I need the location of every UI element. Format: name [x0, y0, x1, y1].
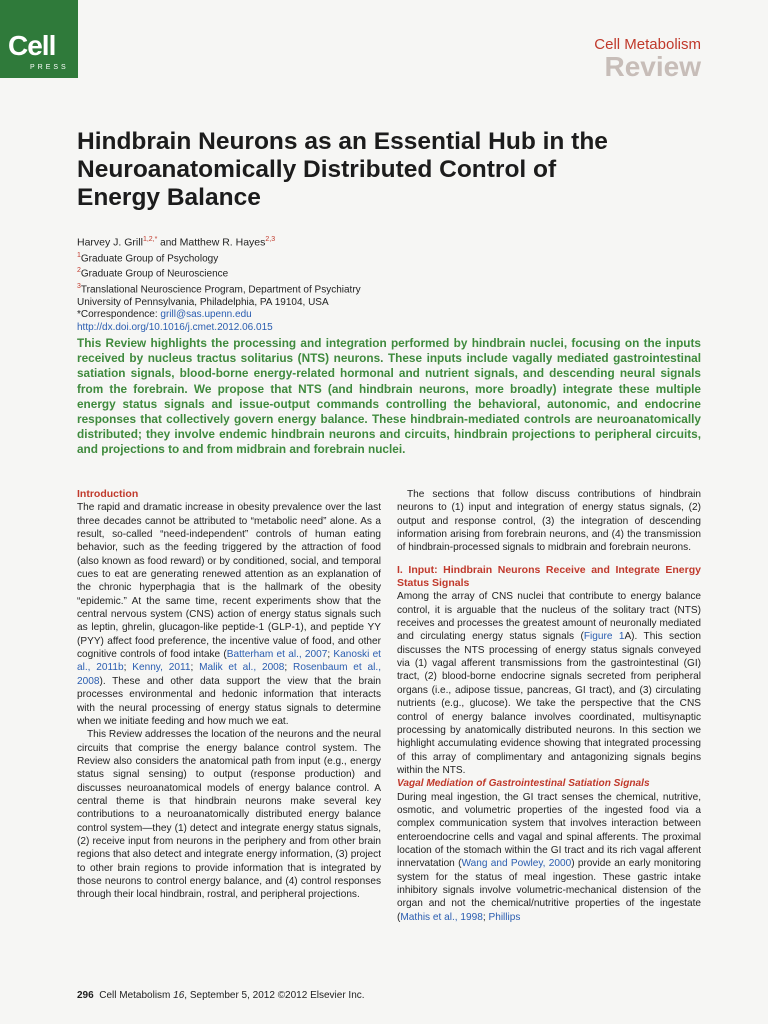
author-1-affiliations: 1,2,: [142, 236, 155, 243]
section-1-paragraph: Among the array of CNS nuclei that contribute to energy balance control, it is arguable that the nucleus of the solitary tract (NTS) receives and processes the greatest amount of neuronally mediated and circulating energy status signals (Figure 1A). This section discusses the NTS processing of energy status signals conveyed via (1) vagal afferent transmissions from the gastrointestinal (GI) tract, (2) blood-borne endocrine signals secreted from peripheral organs (i.e., adipose tissue, pancreas, GI tract), and (3) circulating nutrients (e.g., glucose). We take the perspective that the CNS control of energy balance involves coordinated, multisynaptic processing by anatomically distributed neurons. In this section we highlight accumulating evidence showing that integrated processing of this array of complimentary and antagonizing signals begins within the NTS.: [397, 591, 702, 776]
doi-link[interactable]: http://dx.doi.org/10.1016/j.cmet.2012.06.015: [77, 321, 273, 333]
affiliation-address: University of Pennsylvania, Philadelphia, PA 19104, USA: [77, 296, 329, 308]
author-2-affiliations: 2,3: [265, 236, 276, 243]
correspondence-email-link[interactable]: grill@sas.upenn.edu: [160, 309, 252, 321]
author-block: [77, 234, 577, 334]
author-line: Harvey J. Grill$^{1,2,*}$ and Matthew R. Hayes$^{2,3}$: [77, 236, 276, 249]
citation-link[interactable]: Phillips: [488, 911, 521, 923]
cell-press-logo: [0, 0, 78, 78]
logo-subtext: PRESS: [30, 64, 69, 71]
left-column: [77, 488, 381, 902]
logo-word: Cell: [8, 30, 56, 61]
intro-paragraph-1: The rapid and dramatic increase in obesity prevalence over the last three decades cannot be attributed to “metabolic need” alone. As a result, so-called “need-independent” controls of human eating behavior, such as the feeding triggered by the attraction of food (also known as food reward) or by conditioned, social, and temporal cues to eat are generating renewed attention as an explanation of the chronic hyperphagia that is the hallmark of the obesity “epidemic.” At the same time, recent experiments show that the central nervous system (CNS) action of energy status signals such as leptin, ghrelin, glucagon-like peptide-1 (GLP-1), and peptide YY (PYY) affect food preference, the incentive value of food, and other cognitive controls of food intake (Batterham et al., 2007; Kanoski et al., 2011b; Kenny, 2011; Malik et al., 2008; Rosenbaum et al., 2008). These and other data support the view that the brain processes environmental and hedonic information that interacts with the neural processing of energy status signals to determine when we initiate feeding and how much we eat.: [77, 502, 381, 727]
article-type: Review: [604, 51, 701, 82]
introduction-heading: Introduction: [77, 488, 139, 500]
citation-link[interactable]: Kenny, 2011: [132, 662, 191, 674]
footer-journal: Cell Metabolism: [99, 990, 171, 1001]
page-number: 296: [77, 990, 94, 1001]
citation-link[interactable]: Batterham et al., 2007: [226, 649, 328, 661]
figure-link[interactable]: Figure 1: [583, 631, 625, 643]
affiliation-1: $^1$Graduate Group of Psychology: [77, 251, 219, 265]
abstract: This Review highlights the processing and integration performed by hindbrain nuclei, focusing on the inputs received by nucleus tractus solitarius (NTS) neurons. These inputs include vagally mediated gastrointestinal satiation signals, blood-borne energy-related hormonal and nutrient signals, and descending neural signals from the forebrain. We propose that NTS (and hindbrain neurons, more broadly) integrate these multiple energy status signals and issue-output commands controlling the behavioral, autonomic, and endocrine responses that collectively govern energy balance. These hindbrain-mediated controls are neuroanatomically distributed; they involve endemic hindbrain neurons and circuits, hindbrain projections to peripheral circuits, and projections to and from midbrain and forebrain nuclei.: [77, 336, 701, 457]
affiliation-3: $^3$Translational Neuroscience Program, Department of Psychiatry: [77, 283, 361, 296]
affiliation-2: $^2$Graduate Group of Neuroscience: [77, 267, 229, 280]
article-title: Hindbrain Neurons as an Essential Hub in the Neuroanatomically Distributed Control of Energy Balance: [77, 128, 608, 211]
section-1-heading: I. Input: Hindbrain Neurons Receive and Integrate Energy Status Signals: [397, 563, 701, 590]
citation-link[interactable]: Malik et al., 2008: [199, 662, 285, 674]
footer-date: , September 5, 2012 ©2012 Elsevier Inc.: [184, 990, 365, 1001]
author-1: Harvey J. Grill: [77, 236, 143, 249]
author-2: Matthew R. Hayes: [179, 236, 266, 249]
citation-link[interactable]: Rosenbaum et al., 2008: [77, 662, 381, 687]
citation-link[interactable]: Kanoski et al., 2011b: [77, 649, 381, 674]
subsection-paragraph: During meal ingestion, the GI tract senses the chemical, nutritive, osmotic, and volumetric properties of the ingested food via a complex communication system that involves interaction between enteroendocrine cells and vagal and spinal afferents. The proximal location of the stomach within the GI tract and its rich vagal afferent innervatation (Wang and Powley, 2000) provide an early monitoring system for the status of meal ingestion. These gastric intake inhibitory signals involve volumetric-mechanical distension of the organ and not the chemical/nutritive properties of the ingestate (Mathis et al., 1998; Phillips: [397, 791, 702, 923]
intro-paragraph-2: This Review addresses the location of the neurons and the neural circuits that comprise the energy balance control system. The Review also considers the anatomical path from input (e.g., energy status signal sensing) to output (response production) and discusses neuroanatomical models of energy balance control. A central theme is that hindbrain neurons make several key contributions to a neuroanatomically distributed energy balance control system—they (1) detect and integrate energy status signals, (2) receive input from neurons in the periphery and from other brain regions that also detect and integrate energy information, (3) project to other brain regions to provide information that is integrated by those neurons to control energy balance, and (4) control responses through their local hindbrain, rostral, and peripheral projections.: [77, 729, 381, 901]
page-footer: [77, 990, 365, 1001]
footer-volume: 16: [173, 990, 185, 1001]
citation-link[interactable]: Wang and Powley, 2000: [461, 858, 572, 870]
journal-name: Cell Metabolism: [594, 36, 701, 53]
subsection-heading: Vagal Mediation of Gastrointestinal Satiation Signals: [397, 778, 650, 790]
correspondence: *Correspondence: grill@sas.upenn.edu: [77, 309, 252, 321]
right-column: [397, 488, 701, 924]
citation-link[interactable]: Mathis et al., 1998: [400, 911, 483, 923]
author-and: and: [157, 237, 180, 249]
overview-paragraph: The sections that follow discuss contributions of hindbrain neurons to (1) input and integration of energy status signals, (2) output and response control, (3) the integration of descending information arising from forebrain neurons, and (4) the transmission of hindbrain-processed signals to midbrain and forebrain neurons.: [397, 489, 701, 554]
